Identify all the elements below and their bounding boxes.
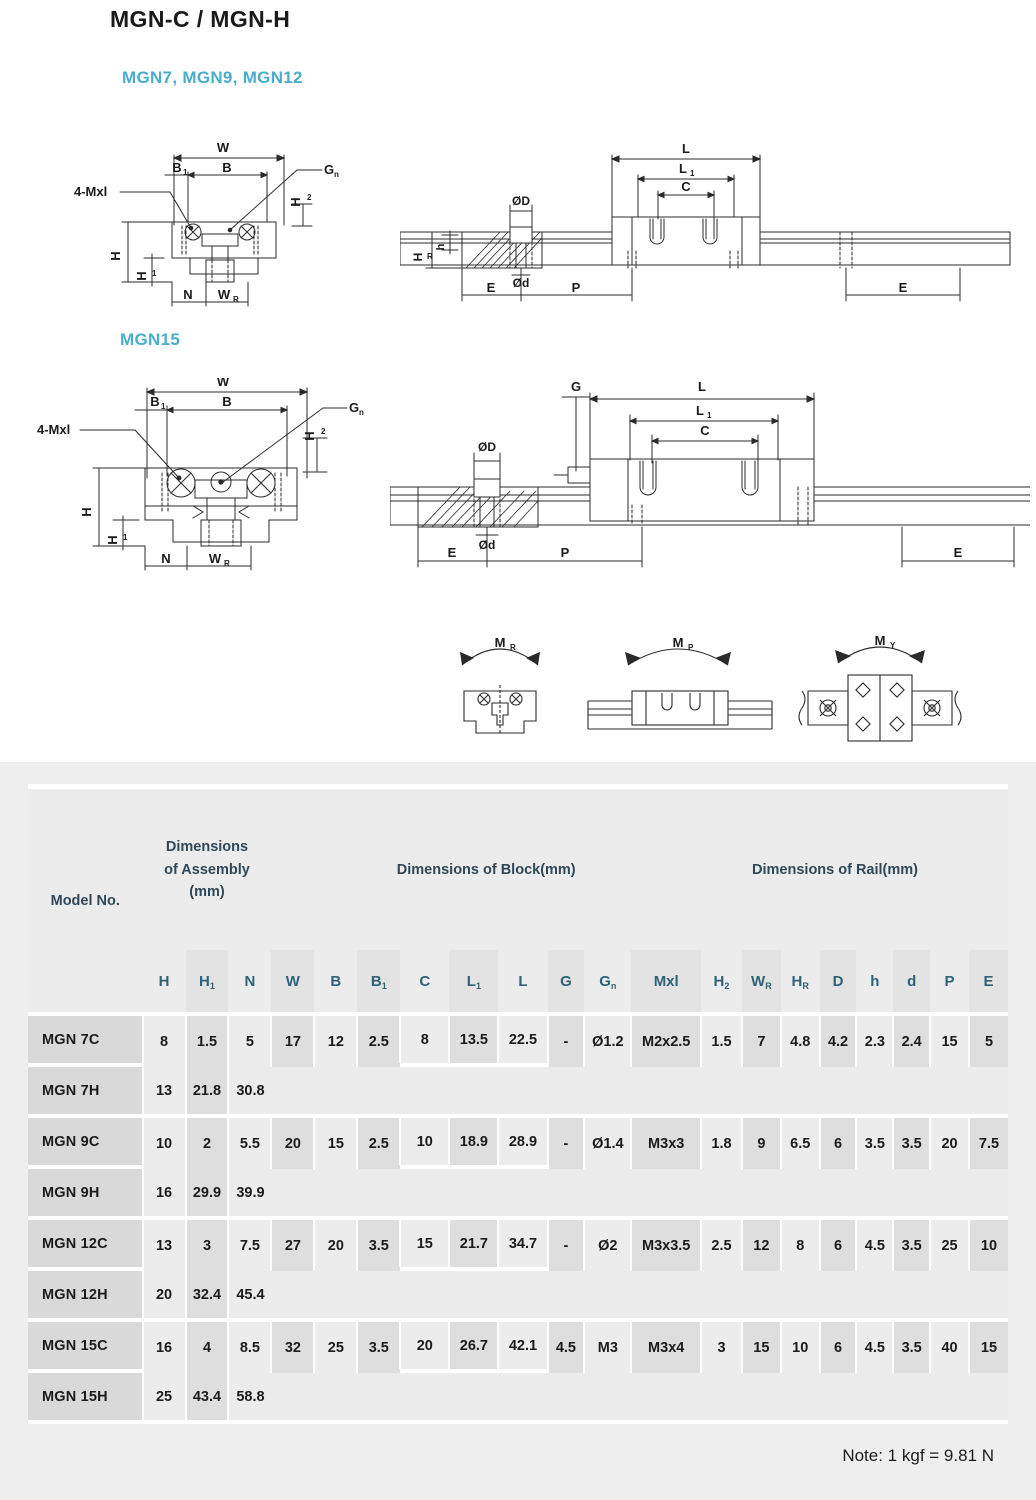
table-model-separator xyxy=(449,1063,498,1067)
svg-text:G: G xyxy=(349,400,360,415)
svg-text:H: H xyxy=(302,431,317,441)
table-cell-D: 6 xyxy=(820,1118,857,1169)
svg-text:R: R xyxy=(224,559,230,568)
table-cell-L: 45.4 xyxy=(228,1271,271,1318)
svg-text:E: E xyxy=(447,545,457,560)
table-row xyxy=(28,1016,1008,1063)
table-cell-d: 3.5 xyxy=(893,1220,930,1271)
table-model-separator xyxy=(400,1165,449,1169)
table-cell-Gn: Ø1.2 xyxy=(584,1016,631,1067)
table-model-separator xyxy=(498,1267,547,1271)
svg-text:M: M xyxy=(874,633,886,648)
table-cell-Mxl: M3x3.5 xyxy=(631,1220,701,1271)
table-cell-h: 4.5 xyxy=(856,1322,893,1373)
table-cell-L1: 21.8 xyxy=(186,1067,229,1114)
svg-text:B: B xyxy=(172,160,182,175)
svg-text:W: W xyxy=(217,287,231,302)
table-symbol-N: N xyxy=(228,950,271,1012)
svg-text:R: R xyxy=(510,643,516,652)
table-cell-B1: 3.5 xyxy=(357,1322,400,1373)
table-model-separator xyxy=(498,1369,547,1373)
table-cell-L: 58.8 xyxy=(228,1373,271,1420)
svg-text:Ød: Ød xyxy=(478,538,496,552)
table-cell-Mxl: M3x4 xyxy=(631,1322,701,1373)
table-cell-L1: 29.9 xyxy=(186,1169,229,1216)
specification-table xyxy=(0,762,1036,1500)
table-cell-model: MGN 15C xyxy=(28,1322,143,1369)
table-cell-L1: 43.4 xyxy=(186,1373,229,1420)
table-cell-L: 30.8 xyxy=(228,1067,271,1114)
svg-text:1: 1 xyxy=(690,169,695,178)
table-symbol-H: H xyxy=(143,950,186,1012)
table-cell-model: MGN 12C xyxy=(28,1220,143,1267)
svg-text:4-Mxl: 4-Mxl xyxy=(74,184,108,199)
table-cell-B: 12 xyxy=(314,1016,357,1067)
table-symbol-W: W xyxy=(271,950,314,1012)
svg-text:4-Mxl: 4-Mxl xyxy=(37,422,71,437)
table-cell-L: 39.9 xyxy=(228,1169,271,1216)
table-cell-model: MGN 7C xyxy=(28,1016,143,1063)
svg-text:Ød: Ød xyxy=(512,276,530,290)
table-symbol-Mxl: Mxl xyxy=(631,950,701,1012)
table-cell-C: 16 xyxy=(143,1169,186,1216)
svg-text:L: L xyxy=(679,161,687,176)
svg-text:G: G xyxy=(324,162,335,177)
table-row xyxy=(28,1169,1008,1216)
table-cell-D: 6 xyxy=(820,1322,857,1373)
svg-text:H: H xyxy=(288,197,303,207)
table-cell-H: 10 xyxy=(143,1118,186,1169)
svg-text:n: n xyxy=(334,170,339,179)
table-cell-D: 4.2 xyxy=(820,1016,857,1067)
table-group-header: Dimensions of Assembly (mm) xyxy=(143,790,272,950)
table-cell-Mxl: M3x3 xyxy=(631,1118,701,1169)
table-row-separator xyxy=(28,1420,1008,1424)
table-cell-B: 20 xyxy=(314,1220,357,1271)
table-cell-Gn: Ø1.4 xyxy=(584,1118,631,1169)
table-cell-H2: 1.8 xyxy=(701,1118,742,1169)
table-cell-N: 7.5 xyxy=(228,1220,271,1271)
table-cell-model: MGN 7H xyxy=(28,1067,143,1114)
table-cell-WR: 15 xyxy=(742,1322,781,1373)
table-cell-P: 20 xyxy=(930,1118,969,1169)
table-row xyxy=(28,1067,1008,1114)
table-cell-H1: 4 xyxy=(186,1322,229,1373)
svg-text:1: 1 xyxy=(161,402,166,411)
table-cell-G: - xyxy=(548,1016,585,1067)
svg-text:G: G xyxy=(570,379,582,394)
svg-text:1: 1 xyxy=(152,269,157,278)
table-cell-HR: 10 xyxy=(781,1322,820,1373)
table-cell-G: - xyxy=(548,1220,585,1271)
table-cell-h: 4.5 xyxy=(856,1220,893,1271)
table-cell-H: 8 xyxy=(143,1016,186,1067)
svg-text:C: C xyxy=(700,423,710,438)
table-cell-B1: 2.5 xyxy=(357,1118,400,1169)
svg-text:Y: Y xyxy=(890,641,896,650)
table-cell-E: 15 xyxy=(969,1322,1008,1373)
table-cell-B: 15 xyxy=(314,1118,357,1169)
table-cell-C: 13 xyxy=(143,1067,186,1114)
table-cell-C: 20 xyxy=(143,1271,186,1318)
table-note: Note: 1 kgf = 9.81 N xyxy=(842,1446,994,1465)
svg-text:H: H xyxy=(108,251,123,261)
table-cell-C: 15 xyxy=(400,1220,449,1267)
table-cell-G: 4.5 xyxy=(548,1322,585,1373)
svg-text:h: h xyxy=(435,243,447,251)
table-model-separator xyxy=(449,1369,498,1373)
svg-text:N: N xyxy=(183,287,193,302)
table-cell-d: 3.5 xyxy=(893,1118,930,1169)
svg-text:P: P xyxy=(571,280,581,295)
table-cell-N: 5.5 xyxy=(228,1118,271,1169)
table-model-separator xyxy=(400,1267,449,1271)
table-cell-d: 3.5 xyxy=(893,1322,930,1373)
table-cell-H1: 1.5 xyxy=(186,1016,229,1067)
table-cell-Mxl: M2x2.5 xyxy=(631,1016,701,1067)
table-cell-L1: 32.4 xyxy=(186,1271,229,1318)
table-cell-N: 5 xyxy=(228,1016,271,1067)
section-subtitle-mgn7-9-12: MGN7, MGN9, MGN12 xyxy=(122,68,303,87)
table-cell-B1: 2.5 xyxy=(357,1016,400,1067)
svg-text:1: 1 xyxy=(707,411,712,420)
drawing-mgn7-side-view xyxy=(400,135,1020,315)
table-cell-G: - xyxy=(548,1118,585,1169)
table-cell-WR: 9 xyxy=(742,1118,781,1169)
table-cell-E: 5 xyxy=(969,1016,1008,1067)
svg-text:2: 2 xyxy=(307,193,312,202)
svg-text:W: W xyxy=(208,551,222,566)
svg-text:W: W xyxy=(216,378,230,389)
svg-text:E: E xyxy=(953,545,963,560)
moment-diagram-mp xyxy=(580,615,780,745)
table-row xyxy=(28,1118,1008,1165)
table-cell-C: 25 xyxy=(143,1373,186,1420)
table-inner xyxy=(28,790,1008,1424)
svg-text:ØD: ØD xyxy=(478,440,496,454)
dimensions-table xyxy=(28,790,1008,1424)
table-symbol-h: h xyxy=(856,950,893,1012)
table-cell-W: 27 xyxy=(271,1220,314,1271)
table-cell-HR: 4.8 xyxy=(781,1016,820,1067)
svg-text:C: C xyxy=(681,179,691,194)
table-cell-model: MGN 12H xyxy=(28,1271,143,1318)
table-cell-C: 8 xyxy=(400,1016,449,1063)
table-cell-L: 22.5 xyxy=(498,1016,547,1063)
page-title: MGN-C / MGN-H xyxy=(110,6,291,32)
table-cell-H1: 2 xyxy=(186,1118,229,1169)
table-cell-model: MGN 9C xyxy=(28,1118,143,1165)
table-row xyxy=(28,1220,1008,1267)
table-model-separator xyxy=(400,1063,449,1067)
table-cell-H: 16 xyxy=(143,1322,186,1373)
table-cell-H1: 3 xyxy=(186,1220,229,1271)
table-cell-L1: 13.5 xyxy=(449,1016,498,1063)
svg-text:n: n xyxy=(359,408,364,417)
svg-text:1: 1 xyxy=(183,168,188,177)
table-model-separator xyxy=(498,1063,547,1067)
table-cell-h: 3.5 xyxy=(856,1118,893,1169)
section-subtitle-mgn15: MGN15 xyxy=(120,330,181,349)
table-cell-C: 10 xyxy=(400,1118,449,1165)
table-cell-model: MGN 15H xyxy=(28,1373,143,1420)
table-symbol-HR: $H_R$ xyxy=(781,950,820,1012)
table-symbol-H1: $H_1$ xyxy=(186,950,229,1012)
table-cell-L: 34.7 xyxy=(498,1220,547,1267)
svg-text:R: R xyxy=(233,295,239,304)
table-cell-L1: 18.9 xyxy=(449,1118,498,1165)
moment-diagram-my xyxy=(790,615,970,750)
moment-diagram-mr xyxy=(440,615,570,745)
table-cell-HR: 6.5 xyxy=(781,1118,820,1169)
table-cell-L1: 26.7 xyxy=(449,1322,498,1369)
table-symbol-B1: $B_1$ xyxy=(357,950,400,1012)
svg-text:H: H xyxy=(411,252,425,262)
table-cell-H2: 2.5 xyxy=(701,1220,742,1271)
table-cell-N: 8.5 xyxy=(228,1322,271,1373)
table-cell-WR: 7 xyxy=(742,1016,781,1067)
table-cell-W: 17 xyxy=(271,1016,314,1067)
svg-text:P: P xyxy=(560,545,570,560)
svg-text:L: L xyxy=(682,141,690,156)
svg-text:P: P xyxy=(688,643,694,652)
table-cell-Gn: Ø2 xyxy=(584,1220,631,1271)
table-symbol-P: P xyxy=(930,950,969,1012)
table-model-separator xyxy=(498,1165,547,1169)
table-cell-H2: 3 xyxy=(701,1322,742,1373)
table-symbol-L: L xyxy=(498,950,547,1012)
table-cell-W: 32 xyxy=(271,1322,314,1373)
svg-text:N: N xyxy=(161,551,171,566)
table-model-separator xyxy=(400,1369,449,1373)
svg-text:1: 1 xyxy=(123,533,128,542)
table-symbol-B: B xyxy=(314,950,357,1012)
table-model-separator xyxy=(449,1165,498,1169)
table-cell-E: 7.5 xyxy=(969,1118,1008,1169)
table-cell-HR: 8 xyxy=(781,1220,820,1271)
table-cell-W: 20 xyxy=(271,1118,314,1169)
table-cell-B1: 3.5 xyxy=(357,1220,400,1271)
table-cell-H2: 1.5 xyxy=(701,1016,742,1067)
table-symbol-E: E xyxy=(969,950,1008,1012)
svg-text:B: B xyxy=(222,394,232,409)
table-cell-D: 6 xyxy=(820,1220,857,1271)
svg-text:M: M xyxy=(494,635,506,650)
svg-text:R: R xyxy=(427,252,433,261)
drawing-mgn7-front-view xyxy=(60,130,380,315)
table-symbol-D: D xyxy=(820,950,857,1012)
svg-text:B: B xyxy=(222,160,232,175)
table-group-header: Dimensions of Rail(mm) xyxy=(701,790,969,950)
table-top-rule xyxy=(28,784,1008,789)
table-cell-H: 13 xyxy=(143,1220,186,1271)
svg-text:L: L xyxy=(696,403,704,418)
table-cell-d: 2.4 xyxy=(893,1016,930,1067)
svg-text:E: E xyxy=(486,280,496,295)
svg-text:E: E xyxy=(898,280,908,295)
table-cell-L: 42.1 xyxy=(498,1322,547,1369)
table-cell-model: MGN 9H xyxy=(28,1169,143,1216)
table-symbol-Gn: $G_n$ xyxy=(584,950,631,1012)
table-row xyxy=(28,1373,1008,1420)
svg-text:2: 2 xyxy=(321,427,326,436)
svg-text:ØD: ØD xyxy=(512,194,530,208)
table-row xyxy=(28,1322,1008,1369)
table-cell-P: 40 xyxy=(930,1322,969,1373)
svg-text:L: L xyxy=(698,379,706,394)
svg-text:M: M xyxy=(672,635,684,650)
table-cell-L1: 21.7 xyxy=(449,1220,498,1267)
svg-text:H: H xyxy=(105,535,120,545)
table-cell-P: 15 xyxy=(930,1016,969,1067)
table-cell-L: 28.9 xyxy=(498,1118,547,1165)
table-cell-h: 2.3 xyxy=(856,1016,893,1067)
table-symbol-C: C xyxy=(400,950,449,1012)
table-symbol-H2: $H_2$ xyxy=(701,950,742,1012)
table-cell-C: 20 xyxy=(400,1322,449,1369)
drawing-mgn15-front-view xyxy=(35,378,385,578)
table-cell-E: 10 xyxy=(969,1220,1008,1271)
table-cell-Gn: M3 xyxy=(584,1322,631,1373)
table-symbol-L1: $L_1$ xyxy=(449,950,498,1012)
table-symbol-WR: $W_R$ xyxy=(742,950,781,1012)
table-cell-WR: 12 xyxy=(742,1220,781,1271)
svg-text:H: H xyxy=(134,271,149,281)
svg-text:W: W xyxy=(216,140,230,155)
svg-text:H: H xyxy=(79,507,94,517)
table-model-separator xyxy=(449,1267,498,1271)
svg-text:B: B xyxy=(150,394,160,409)
table-symbol-G: G xyxy=(548,950,585,1012)
table-cell-P: 25 xyxy=(930,1220,969,1271)
drawing-mgn15-side-view xyxy=(390,375,1030,585)
table-header-model-no: Model No. xyxy=(28,790,143,1012)
table-row xyxy=(28,1271,1008,1318)
table-symbol-d: d xyxy=(893,950,930,1012)
table-cell-B: 25 xyxy=(314,1322,357,1373)
table-group-header: Dimensions of Block(mm) xyxy=(271,790,701,950)
